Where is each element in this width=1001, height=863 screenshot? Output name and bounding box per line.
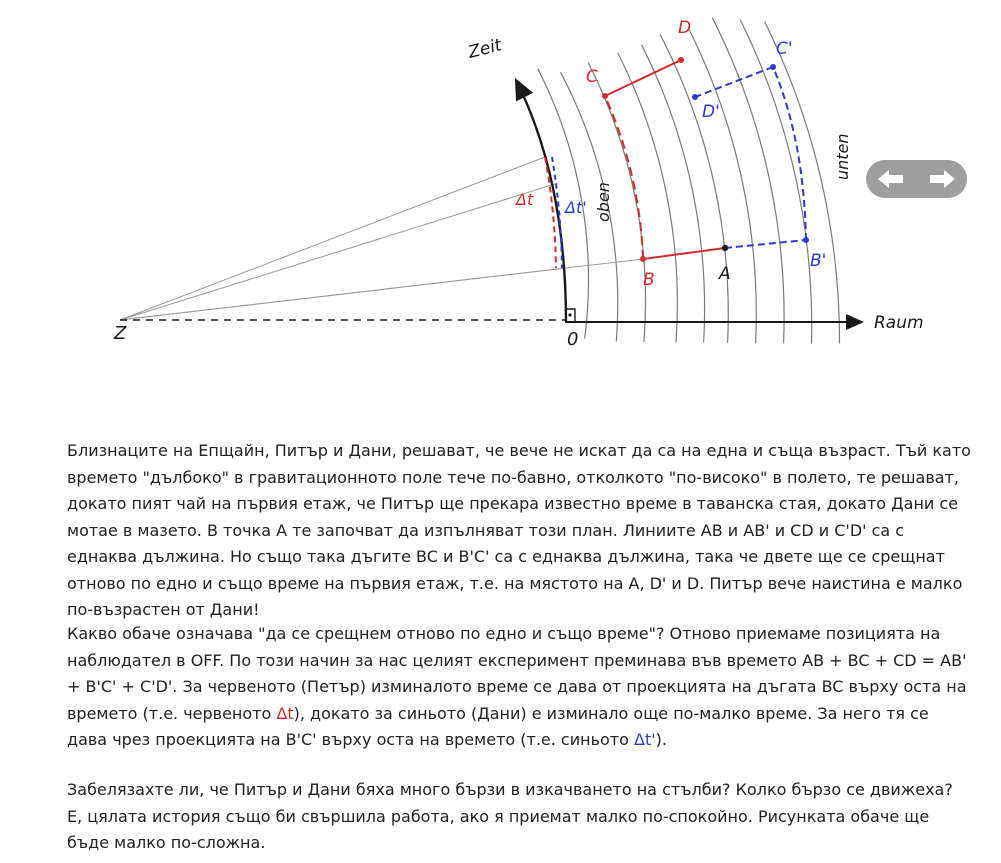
- label-c: C: [586, 67, 598, 87]
- projection-line-middle: [120, 183, 558, 320]
- label-delta-t-blue: Δt': [565, 198, 587, 217]
- point-b: [640, 256, 646, 262]
- label-b: B: [643, 270, 655, 290]
- label-c-prime: C': [776, 39, 793, 59]
- red-segment-cd: [605, 60, 681, 96]
- inline-delta-t-red: Δt: [276, 703, 294, 723]
- red-path: [605, 60, 725, 259]
- blue-segment-ab-prime: [725, 240, 806, 248]
- blue-path: [695, 67, 806, 248]
- point-d: [678, 57, 684, 63]
- label-d-prime: D': [702, 102, 720, 122]
- spacetime-diagram: [0, 0, 1001, 400]
- p2-text-end: ).: [655, 730, 667, 749]
- arc-7: [688, 27, 756, 343]
- carousel-nav[interactable]: [866, 160, 967, 198]
- point-a: [722, 245, 728, 251]
- p2-text-start: Какво обаче означава "да се срещнем отново по едно и също време"? Отново приемаме позицията на наблюдател в OFF. По този начин за нас целият експеримент преминава във времето AB + BC + CD = AB' + B'C' + C'D'. За червеното (Петър) изминалото време се дава от проекцията на дъгата BC върху оста на времето (т.е. червеното: [67, 624, 967, 723]
- red-segment-ab: [643, 248, 725, 259]
- label-space-axis: Raum: [874, 313, 924, 333]
- arrow-right-icon[interactable]: [927, 168, 957, 190]
- arc-4: [618, 53, 678, 343]
- right-angle-dot: [568, 313, 571, 316]
- label-b-prime: B': [810, 251, 827, 271]
- point-b-prime: [803, 237, 809, 243]
- label-delta-t-red: Δt: [516, 190, 534, 209]
- paragraph-meeting-time: [67, 621, 972, 754]
- inline-delta-t-blue: Δt': [634, 730, 656, 749]
- label-below: unten: [833, 133, 852, 180]
- point-c: [602, 93, 608, 99]
- label-time-axis: Zeit: [466, 35, 504, 63]
- label-center: Z: [114, 323, 127, 344]
- blue-segment-cd-prime: [695, 67, 773, 97]
- arrow-left-icon[interactable]: [876, 168, 906, 190]
- gravity-arcs: [538, 18, 840, 344]
- arc-5: [642, 45, 705, 343]
- label-a: A: [719, 264, 731, 284]
- paragraph-stairs: Забелязахте ли, че Питър и Дани бяха много бързи в изкачването на стълби? Колко бързо се движеха? Е, цялата история също би свършила работа, ако я приемат малко по-спокойно. Рисунката обаче ще бъде малко по-сложна.: [67, 780, 953, 852]
- red-arc-bc: [605, 96, 643, 259]
- arc-9: [740, 20, 812, 344]
- paragraph-twins-plan: Близнаците на Епщайн, Питър и Дани, решават, че вече не искат да са на една и съща възраст. Тъй като времето "дълбоко" в гравитационното поле тече по-бавно, отколкото "по-високо" в полето, те решават, докато пият чай на първия етаж, че Питър ще прекара известно време в таванска стая, докато Дани се мотае в мазето. В точка А те започват да изпълняват този план. Линиите AB и AB' и CD и C'D' са с еднаква дължина. Но също така дъгите BC и B'C' са с еднаква дължина, така че двете ще се срещнат отново по едно и също време на първия етаж, т.е. на мястото на A, D' и D. Питър вече наистина е малко по-възрастен от Дани!: [67, 441, 971, 619]
- p2-text-middle: ), докато за синьото (Дани) е изминало още по-малко време. За него тя се дава чрез проекцията на B'C' върху оста на времето (т.е. синьото: [67, 703, 929, 749]
- arc-6: [660, 35, 728, 343]
- point-d-prime: [692, 94, 698, 100]
- label-above: oben: [594, 182, 613, 222]
- point-c-prime: [770, 64, 776, 70]
- label-d: D: [678, 18, 692, 38]
- label-origin: 0: [567, 329, 579, 350]
